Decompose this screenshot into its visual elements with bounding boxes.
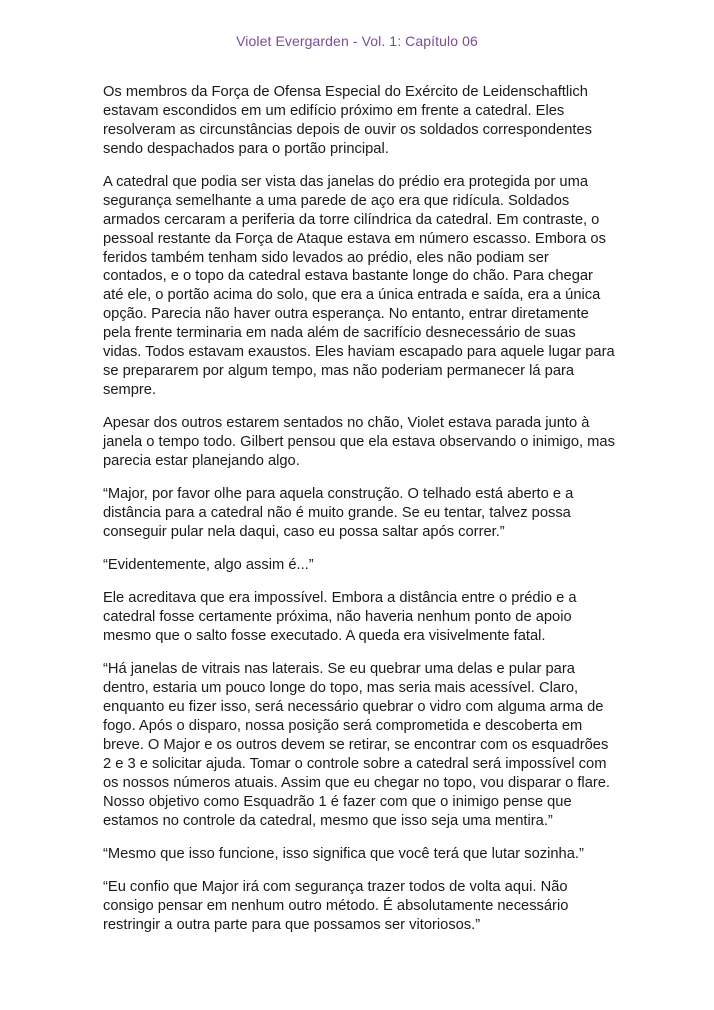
paragraph: Apesar dos outros estarem sentados no chão, Violet estava parada junto à janela o tempo todo. Gilbert pensou que ela estava observando o inimigo, mas parecia estar planejando algo.: [103, 415, 615, 469]
paragraph: “Há janelas de vitrais nas laterais. Se eu quebrar uma delas e pular para dentro, estaria um pouco longe do topo, mas seria mais acessível. Claro, enquanto eu fizer isso, será necessário quebrar o vidro com alguma arma de fogo. Após o disparo, nossa posição será comprometida e descoberta em breve. O Major e os outros devem se retirar, se encontrar com os esquadrões 2 e 3 e solicitar ajuda. Tomar o controle sobre a catedral será impossível com os nossos números atuais. Assim que eu chegar no topo, vou disparar o flare. Nosso objetivo como Esquadrão 1 é fazer com que o inimigo pense que estamos no controle da catedral, mesmo que isso seja uma mentira.”: [103, 661, 611, 829]
page-header-title: Violet Evergarden - Vol. 1: Capítulo 06: [236, 33, 478, 49]
chapter-body: [103, 83, 615, 949]
paragraph: “Evidentemente, algo assim é...”: [103, 557, 314, 574]
paragraph: A catedral que podia ser vista das janelas do prédio era protegida por uma segurança semelhante a uma parede de aço era que ridícula. Soldados armados cercaram a periferia da torre cilíndrica da catedral. Em contraste, o pessoal restante da Força de Ataque estava em número escasso. Embora os feridos também tenham sido levados ao prédio, eles não podiam ser contados, e o topo da catedral estava bastante longe do chão. Para chegar até ele, o portão acima do solo, que era a única entrada e saída, era a única opção. Parecia não haver outra esperança. No entanto, entrar diretamente pela frente terminaria em nada além de sacrifício desnecessário de suas vidas. Todos estavam exaustos. Eles haviam escapado para aquele lugar para se prepararem por algum tempo, mas não poderiam permanecer lá para sempre.: [103, 173, 615, 398]
paragraph: Os membros da Força de Ofensa Especial do Exército de Leidenschaftlich estavam escondidos em um edifício próximo em frente a catedral. Eles resolveram as circunstâncias depois de ouvir os soldados correspondentes sendo despachados para o portão principal.: [103, 84, 593, 157]
paragraph: Ele acreditava que era impossível. Embora a distância entre o prédio e a catedral fosse certamente próxima, não haveria nenhum ponto de apoio mesmo que o salto fosse executado. A queda era visivelmente fatal.: [103, 590, 577, 645]
paragraph: “Major, por favor olhe para aquela construção. O telhado está aberto e a distância para a catedral não é muito grande. Se eu tentar, talvez possa conseguir pular nela daqui, caso eu possa saltar após correr.”: [103, 486, 574, 540]
paragraph: “Mesmo que isso funcione, isso significa que você terá que lutar sozinha.”: [103, 845, 584, 862]
paragraph: “Eu confio que Major irá com segurança trazer todos de volta aqui. Não consigo pensar em nenhum outro método. É absolutamente necessário restringir a outra parte para que possamos ser vitoriosos.”: [103, 879, 569, 933]
